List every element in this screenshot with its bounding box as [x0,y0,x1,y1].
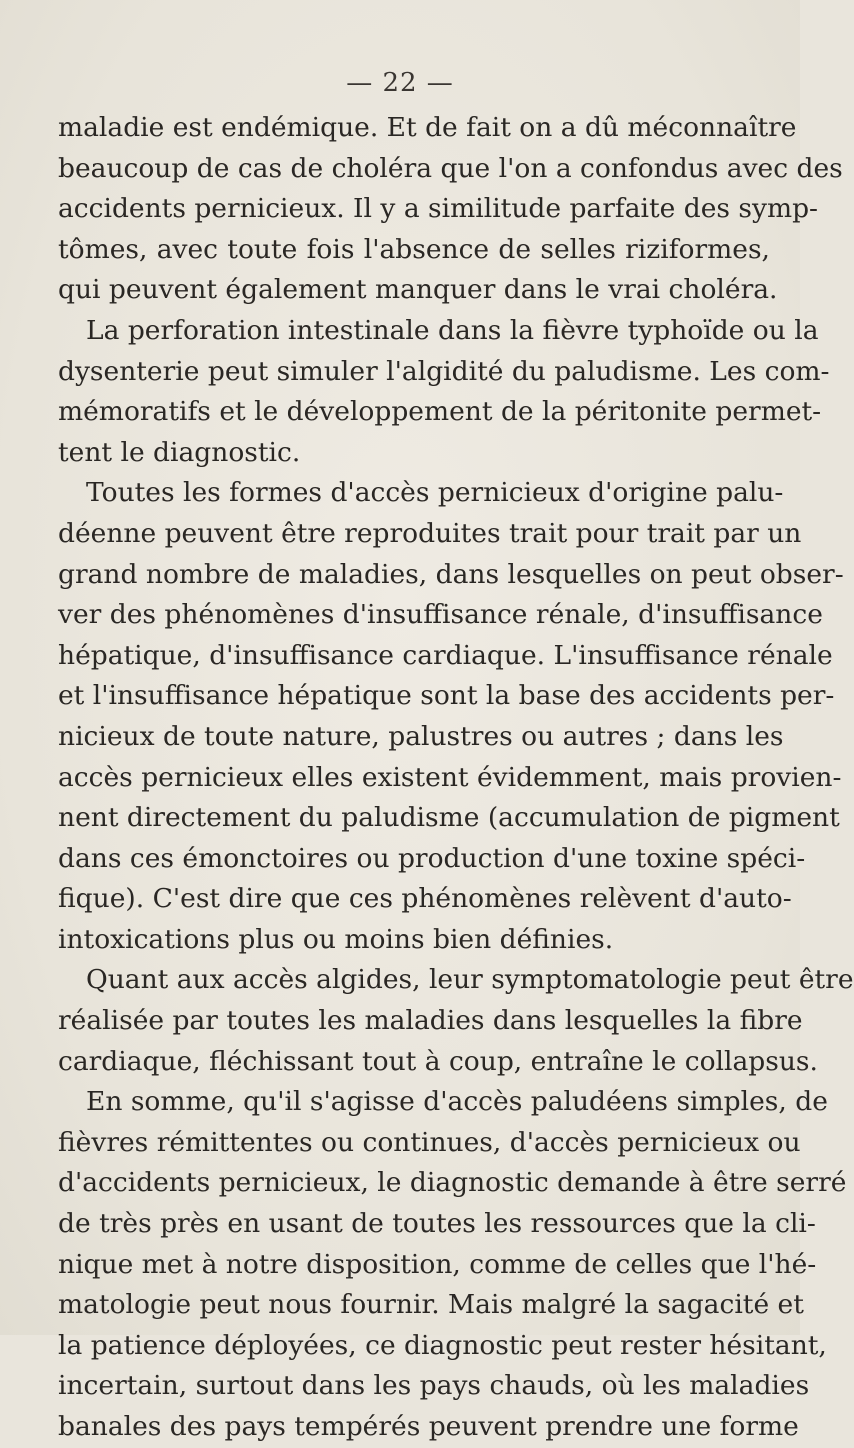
text-line: ver des phénomènes d'insuffisance rénale, d'insuffisance [58,599,823,631]
text-line: hépatique, d'insuffisance cardiaque. L'insuffisance rénale [58,639,833,671]
text-line: d'accidents pernicieux, le diagnostic demande à être serré [58,1167,847,1199]
text-line: nique met à notre disposition, comme de celles que l'hé- [58,1248,817,1280]
text-line: nent directement du paludisme (accumulation de pigment [58,802,840,834]
text-line: la patience déployées, ce diagnostic peut rester hésitant, [58,1329,827,1361]
text-line: dans ces émonctoires ou production d'une toxine spéci- [58,842,806,874]
text-line: qui peuvent également manquer dans le vrai choléra. [58,274,778,306]
text-line: matologie peut nous fournir. Mais malgré la sagacité et [58,1289,804,1321]
text-line: incertain, surtout dans les pays chauds, où les maladies [58,1370,810,1402]
text-line: accès pernicieux elles existent évidemment, mais provien- [58,761,842,793]
text-line: cardiaque, fléchissant tout à coup, entraîne le collapsus. [58,1045,818,1077]
text-line: fique). C'est dire que ces phénomènes relèvent d'auto- [58,883,792,915]
text-line: La perforation intestinale dans la fièvre typhoïde ou la [86,314,819,346]
text-line: de très près en usant de toutes les ressources que la cli- [58,1208,816,1240]
text-line: banales des pays tempérés peuvent prendre une forme [58,1411,799,1442]
text-line: déenne peuvent être reproduites trait pour trait par un [58,517,802,549]
text-line: réalisée par toutes les maladies dans lesquelles la fibre [58,1005,803,1037]
body-text [58,108,854,1448]
text-line: tent le diagnostic. [58,436,301,468]
text-line: Quant aux accès algides, leur symptomatologie peut être [86,964,854,996]
text-line: intoxications plus ou moins bien définies. [58,923,614,955]
text-line: fièvres rémittentes ou continues, d'accès pernicieux ou [58,1126,801,1158]
page-number: — 22 — [346,68,454,98]
text-line: maladie est endémique. Et de fait on a dû méconnaître [58,112,797,143]
text-line: beaucoup de cas de choléra que l'on a confondus avec des [58,152,843,184]
text-line: accidents pernicieux. Il y a similitude parfaite des symp- [58,193,819,225]
text-line: mémoratifs et le développement de la péritonite permet- [58,396,822,428]
text-line: dysenterie peut simuler l'algidité du paludisme. Les com- [58,355,830,387]
text-line: nicieux de toute nature, palustres ou autres ; dans les [58,720,784,752]
text-line: Toutes les formes d'accès pernicieux d'origine palu- [86,477,784,509]
text-line: grand nombre de maladies, dans lesquelles on peut obser- [58,558,844,590]
text-line: En somme, qu'il s'agisse d'accès paludéens simples, de [86,1086,828,1118]
text-line: et l'insuffisance hépatique sont la base des accidents per- [58,680,835,712]
text-line: tômes, avec toute fois l'absence de selles riziformes, [58,233,770,265]
